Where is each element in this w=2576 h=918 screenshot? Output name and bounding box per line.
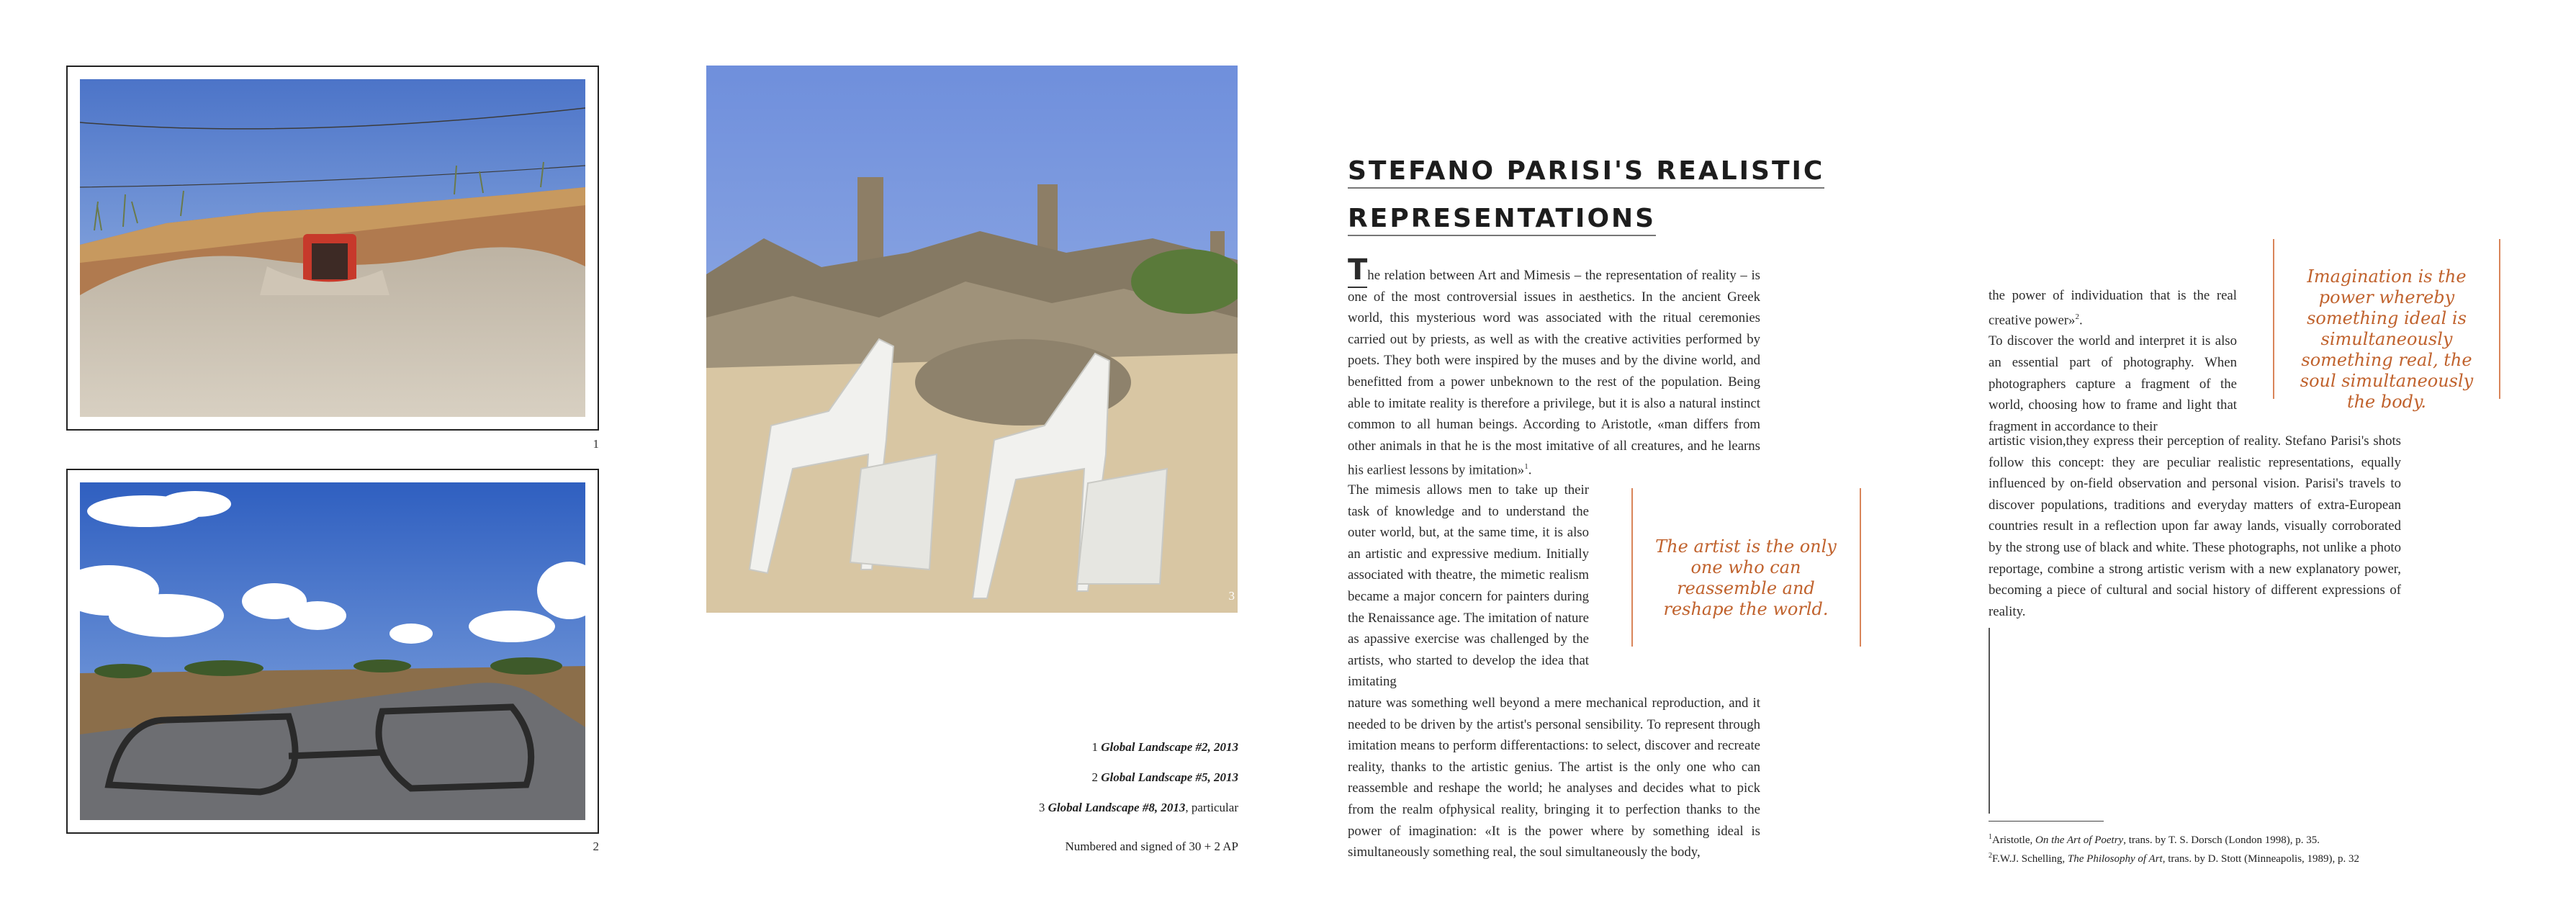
pull-quote-2: Imagination is the power whereby something ideal is simultaneously something real, the soul simultaneously the body. (2300, 266, 2474, 412)
footnotes (1989, 829, 2492, 867)
pull-quote-1: The artist is the only one who can reassemble and reshape the world. (1655, 536, 1837, 619)
plate-1-number: 1 (593, 437, 599, 451)
caption-1: 1 Global Landscape #2, 2013 (1091, 740, 1238, 754)
gravel-landscape-image (80, 79, 585, 417)
article-title (1348, 148, 1852, 243)
col2-para-wide: artistic vision,they express their perception of reality. Stefano Parisi's shots follow this concept: they are peculiar realistic representations, equally influenced by on-field observation and personal vision. Parisi's travels to discover populations, traditions and everyday matters of extra-European countries result in a reflection upon far away lands, visually corroborated by the strong use of black and white. These photographs, not unlike a photo reportage, combine a strong artistic verism with a new explanatory power, becoming a piece of cultural and social history of different expressions of reality. (1989, 433, 2401, 619)
quote-2-rule-right (2499, 239, 2500, 399)
plate-captions (864, 732, 1238, 862)
plate-3-number: 3 (1228, 589, 1235, 603)
edition-note: Numbered and signed of 30 + 2 AP (1065, 840, 1238, 853)
drop-cap: T (1348, 253, 1368, 287)
footnote-2: $^2$F.W.J. Schelling, The Philosophy of Art, trans. by D. Stott (Minneapolis, 1989), p. 32 (1989, 852, 2360, 865)
column-rule (1989, 628, 1990, 814)
caption-2: 2 Global Landscape #5, 2013 (1091, 770, 1238, 784)
article-para-2-narrow: The mimesis allows men to take up their task of knowledge and to understand the outer world, but, at the same time, it is also an artistic and expressive medium. Initially associated with theatre, the mimetic realism became a major concern for painters during the Renaissance age. The imitation of nature as apassive exercise was challenged by the artists, who started to develop the idea that imitating (1348, 482, 1589, 690)
article-para-2-wide: nature was something well beyond a mere mechanical reproduction, and it needed to be driven by the artist's personal sensibility. To represent through imitation means to perform differentactions: to select, discover and recreate reality, thanks to the artistic genius. The artist is the only one who can reassemble and reshape the world; he analyses and decides what to pick from the realm ofphysical reality, bringing it to perfection thanks to the power of imagination: «It is the power where by something ideal is simultaneously something real, the soul simultaneously the body, (1348, 696, 1760, 860)
quote-1-rule-left (1631, 488, 1633, 647)
quote-2-rule-left (2273, 239, 2274, 399)
plate-2-number: 2 (593, 840, 599, 853)
plate-2-frame (66, 469, 599, 834)
plate-3-photo (706, 66, 1238, 613)
chairs-ruins-image (706, 66, 1238, 613)
road-landscape-image (80, 482, 585, 820)
quote-1-rule-right (1860, 488, 1861, 647)
plate-1-frame (66, 66, 599, 431)
footnote-separator (1989, 821, 2104, 822)
col2-para-narrow: the power of individuation that is the real creative power»$^2$. To discover the world and interpret it is also an essential part of photography. When photographers capture a fragment of the world, choosing how to frame and light that fragment in accordance to their (1989, 288, 2237, 434)
footnote-1: $^1$Aristotle, On the Art of Poetry, trans. by T. S. Dorsch (London 1998), p. 35. (1989, 833, 2320, 846)
plate-2-photo (80, 482, 585, 820)
title-line-2: REPRESENTATIONS (1348, 204, 1656, 236)
article-para-1: The relation between Art and Mimesis – the representation of reality – is one of the most controversial issues in aesthetics. In the ancient Greek world, this mysterious word was associated with the ritual ceremonies carried out by priests, as well as with the creative activities performed by poets. They both were inspired by the muses and by the divine world, and benefitted from a power unbeknown to the rest of the population. Being able to imitate reality is therefore a privilege, but it is also a natural instinct common to all human beings. According to Aristotle, «man differs from other animals in that he is the most imitative of all creatures, and he learns his earliest lessons by imitation»$^1$. (1348, 253, 1760, 478)
title-line-1: STEFANO PARISI'S REALISTIC (1348, 156, 1824, 189)
caption-3: 3 Global Landscape #8, 2013, particular (1038, 801, 1238, 814)
plate-1-photo (80, 79, 585, 417)
